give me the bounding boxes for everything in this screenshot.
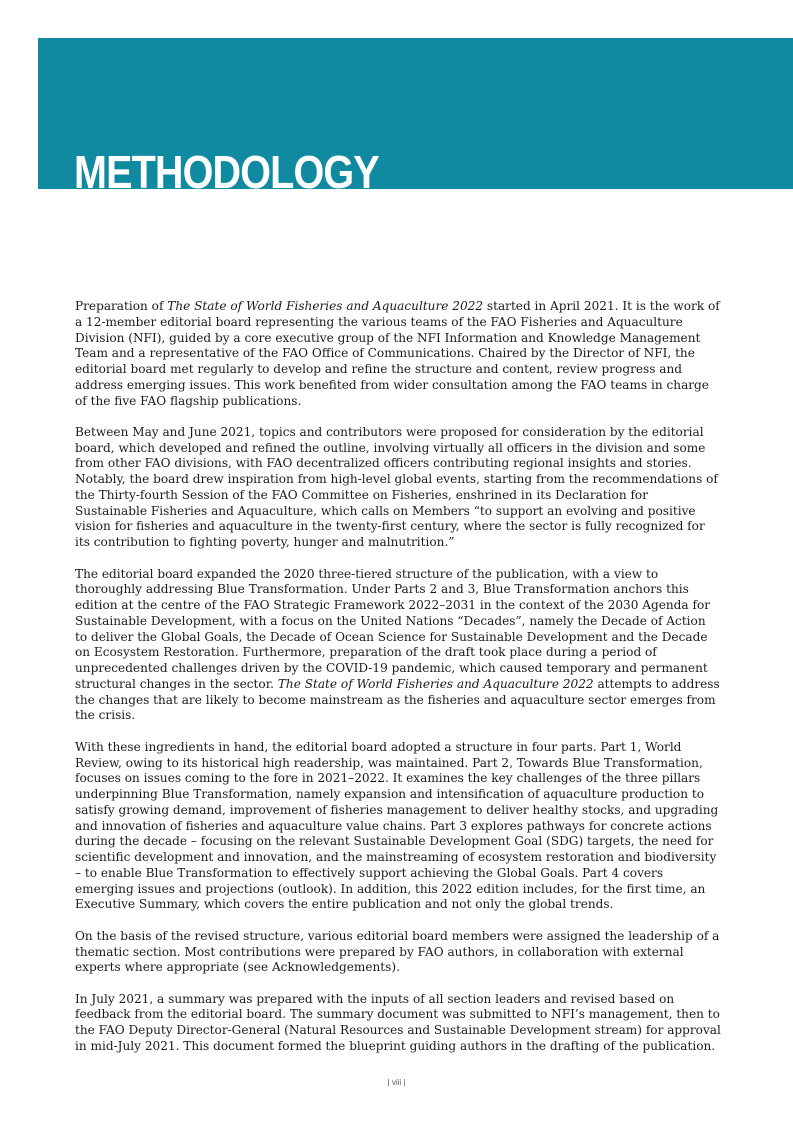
paragraph-text: With these ingredients in hand, the editorial board adopted a structure in four parts. Part 1, World Review, owing to its historical high readership, was maintained. Part 2, Towards Blue Transformation, focuses on issues coming to the fore in 2021–2022. It examines the key challenges of the three pillars underpinning Blue Transformation, namely expansion and intensification of aquaculture production to satisfy growing demand, improvement of fisheries management to deliver healthy stocks, and upgrading and innovation of fisheries and aquaculture value chains. Part 3 explores pathways for concrete actions during the decade – focusing on the relevant Sustainable Development Goal (SDG) targets, the need for scientific development and innovation, and the mainstreaming of ecosystem restoration and biodiversity – to enable Blue Transformation to effectively support achieving the Global Goals. Part 4 covers emerging issues and projections (outlook). In addition, this 2022 edition includes, for the first time, an Executive Summary, which covers the entire publication and not only the global trends. <box>75 739 719 912</box>
page-title: METHODOLOGY <box>74 146 379 198</box>
paragraph-text: attempts to address the changes that are likely to become mainstream as the fisheries and aquaculture sector emerges from the crisis. <box>75 676 720 723</box>
body-text <box>75 299 721 1070</box>
page-number: | viii | <box>387 1078 406 1087</box>
paragraph-text: In July 2021, a summary was prepared with the inputs of all section leaders and revised based on feedback from the editorial board. The summary document was submitted to NFI’s management, then to the FAO Deputy Director-General (Natural Resources and Sustainable Development stream) for approval in mid-July 2021. This document formed the blueprint guiding authors in the drafting of the publication. <box>75 991 721 1053</box>
paragraph-topics-and-contributors <box>75 425 721 551</box>
paragraph-text: Preparation of <box>75 299 168 313</box>
paragraph-text: The editorial board expanded the 2020 three-tiered structure of the publication, with a view to thoroughly addressing Blue Transformation. Under Parts 2 and 3, Blue Transformation anchors this edition at the centre of the FAO Strategic Framework 2022–2031 in the context of the 2030 Agenda for Sustainable Development, with a focus on the United Nations “Decades”, namely the Decade of Action to deliver the Global Goals, the Decade of Ocean Science for Sustainable Development and the Decade on Ecosystem Restoration. Furthermore, preparation of the draft took place during a period of unprecedented challenges driven by the COVID-19 pandemic, which caused temporary and permanent structural changes in the sector. <box>75 566 711 691</box>
publication-title-italic: The State of World Fisheries and Aquaculture 2022 <box>277 676 594 691</box>
paragraph-preparation <box>75 299 721 409</box>
paragraph-text: Between May and June 2021, topics and contributors were proposed for consideration by the editorial board, which developed and refined the outline, involving virtually all officers in the division and some from other FAO divisions, with FAO decentralized officers contributing regional insights and stories. Notably, the board drew inspiration from high-level global events, starting from the recommendations of the Thirty-fourth Session of the FAO Committee on Fisheries, enshrined in its Declaration for Sustainable Fisheries and Aquaculture, which calls on Members “to support an evolving and positive vision for fisheries and aquaculture in the twenty-first century, where the sector is fully recognized for its contribution to fighting poverty, hunger and malnutrition.” <box>75 424 718 550</box>
paragraph-text: On the basis of the revised structure, various editorial board members were assigned the leadership of a thematic section. Most contributions were prepared by FAO authors, in collaboration with external experts where appropriate (see Acknowledgements). <box>75 928 720 975</box>
title-banner <box>38 38 793 198</box>
paragraph-four-parts <box>75 740 721 913</box>
publication-title-italic: The State of World Fisheries and Aquaculture 2022 <box>167 299 484 313</box>
paragraph-section-leadership <box>75 929 721 976</box>
paragraph-summary-document <box>75 992 721 1055</box>
paragraph-structure-expansion <box>75 567 721 725</box>
paragraph-text: started in April 2021. It is the work of a 12-member editorial board representing the various teams of the FAO Fisheries and Aquaculture Division (NFI), guided by a core executive group of the NFI Information and Knowledge Management Team and a representative of the FAO Office of Communications. Chaired by the Director of NFI, the editorial board met regularly to develop and refine the structure and content, review progress and address emerging issues. This work benefited from wider consultation among the FAO teams in charge of the five FAO flagship publications. <box>75 299 720 408</box>
